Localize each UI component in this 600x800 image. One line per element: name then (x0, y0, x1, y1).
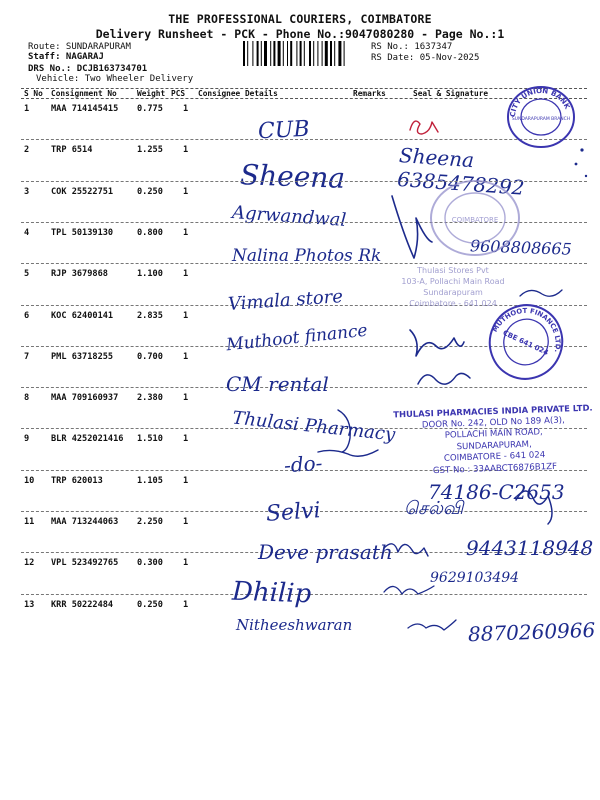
row-pcs: 1 (183, 434, 189, 445)
row-sno: 6 (24, 310, 30, 321)
faded-stamp-line: Thulasi Stores Pvt (417, 266, 489, 275)
row-pcs: 1 (183, 310, 189, 321)
col-consignee: Consignee Details (198, 89, 278, 98)
row-weight: 0.250 (137, 186, 163, 197)
cub-seal-inner-text: SUNDARAPURAM BRANCH (511, 117, 571, 122)
row-pcs: 1 (183, 104, 189, 114)
row-consignee-handwriting: Sheena (239, 158, 346, 195)
staff-label: Staff: NAGARAJ (28, 52, 104, 62)
thulasi-stamp-line: SUNDARAPURAM, (456, 439, 532, 452)
row9-strike (318, 450, 378, 456)
row-sno: 1 (24, 104, 30, 114)
row-consignee-handwriting: CM rental (226, 372, 329, 396)
row-consignee-handwriting: Thulasi Pharmacy (231, 407, 397, 446)
row-weight: 0.300 (137, 558, 163, 569)
row-weight: 0.800 (137, 227, 163, 238)
row-sno: 7 (24, 351, 30, 362)
row5-signature (520, 290, 562, 296)
rs-number: RS No.: 1637347 (371, 42, 453, 52)
row14-signature (408, 620, 456, 630)
thulasi-stamp-name: THULASI PHARMACIES INDIA PRIVATE LTD. (393, 402, 593, 420)
route-label: Route: SUNDARAPURAM (28, 42, 131, 52)
row-weight: 1.255 (137, 145, 163, 156)
row-signature-handwriting: 9629103494 (430, 570, 520, 586)
faded-stamp-line: Coimbatore - 641 024 (409, 299, 497, 308)
row-consignment-no: MAA 713244063 (51, 517, 119, 527)
row-consignee-handwriting: -do- (283, 450, 324, 478)
row-consignee-handwriting: Muthoot finance (225, 320, 369, 356)
row-pcs: 1 (183, 558, 189, 569)
row8-signature (418, 373, 470, 384)
row-sno: 5 (24, 269, 30, 280)
cub-seal-ring-text: CITY UNION BANK (508, 86, 572, 118)
row-consignment-no: VPL 523492765 (51, 558, 119, 569)
thulasi-stamp-line: POLLACHI MAIN ROAD, (444, 427, 543, 441)
col-pcs: PCS (171, 89, 186, 98)
row-sno: 8 (24, 393, 30, 404)
vehicle-label: Vehicle: Two Wheeler Delivery (36, 74, 194, 84)
row-pcs: 1 (183, 227, 189, 238)
row-pcs: 1 (183, 351, 189, 362)
row-consignment-no: COK 25522751 (51, 186, 114, 197)
row-signature-handwriting: 9608808665 (469, 236, 573, 259)
row-consignment-no: TPL 50139130 (51, 227, 114, 238)
thulasi-stamp-gst: GST No : 33AABCT6876B1ZF (432, 461, 558, 476)
row-weight: 0.700 (137, 351, 163, 362)
row-pcs: 1 (183, 475, 189, 486)
row-signature-handwriting: 74186-C2653 (428, 480, 565, 504)
row-consignee-handwriting: Selvi (265, 498, 322, 527)
row-weight: 1.105 (137, 475, 163, 486)
row-consignment-no: TRP 6514 (51, 145, 93, 156)
row-signature-handwriting: Sheena 6385478292 (396, 143, 526, 200)
row-sno: 12 (24, 558, 35, 569)
row12-signature (384, 544, 428, 556)
row-consignee-handwriting: Deve prasath (258, 540, 393, 564)
row-consignment-no: PML 63718255 (51, 351, 114, 362)
rs-date: RS Date: 05-Nov-2025 (371, 53, 480, 63)
row-sno: 3 (24, 186, 30, 197)
row7-signature (410, 330, 464, 356)
row13-signature (384, 586, 434, 594)
row-weight: 0.775 (137, 104, 163, 114)
col-weight: Weight (137, 89, 166, 98)
row-weight: 2.835 (137, 310, 163, 321)
row1-red-signature (410, 121, 438, 134)
col-seal: Seal & Signature (413, 89, 489, 98)
muthoot-seal-ring-text: MUTHOOT FINANCE LTD. (490, 306, 562, 354)
row-sno: 11 (24, 517, 35, 527)
drs-number: DRS No.: DCJB163734701 (28, 64, 148, 74)
row-pcs: 1 (183, 393, 189, 404)
row-weight: 1.100 (137, 269, 163, 280)
row-signature-handwriting: 8870260966 (467, 617, 596, 647)
row-signature-handwriting: 9443118948 (466, 536, 594, 560)
row10-signature (516, 491, 552, 524)
row-consignee-handwriting: CUB (257, 116, 311, 145)
row-consignment-no: RJP 3679868 (51, 269, 108, 280)
runsheet-subtitle: Delivery Runsheet - PCK - Phone No.:9047080280 - Page No.:1 (95, 27, 505, 41)
row-consignee-handwriting: Dhilip (231, 576, 312, 610)
muthoot-seal-inner-text: CBE 641 024 (501, 328, 550, 357)
faded-stamp-line: Sundarapuram (423, 288, 483, 297)
row-sno: 4 (24, 227, 30, 238)
thulasi-stamp-line: DOOR No. 242, OLD No 189 A(3), (421, 415, 565, 431)
row-consignee-handwriting: Vimala store (227, 286, 344, 315)
row-weight: 0.250 (137, 599, 163, 610)
row-pcs: 1 (183, 269, 189, 280)
company-title: THE PROFESSIONAL COURIERS, COIMBATORE (168, 12, 432, 26)
row-consignment-no: TRP 620013 (51, 475, 103, 486)
row-pcs: 1 (183, 599, 189, 610)
row-signature-handwriting: செல்வி (404, 498, 464, 519)
row-consignment-no: MAA 714145415 (51, 104, 119, 114)
row-weight: 2.380 (137, 393, 163, 404)
row-sno: 9 (24, 434, 30, 445)
row-sno: 2 (24, 145, 30, 156)
row3-signature (392, 196, 432, 258)
row-weight: 1.510 (137, 434, 163, 445)
row-consignment-no: KOC 62400141 (51, 310, 114, 321)
row-consignment-no: BLR 4252021416 (51, 434, 124, 445)
row-sno: 13 (24, 599, 35, 610)
row-pcs: 1 (183, 517, 189, 527)
faded-round-seal-text: COIMBATORE (451, 216, 499, 224)
faded-stamp-line: 103-A, Pollachi Main Road (401, 277, 505, 286)
row-consignment-no: MAA 709160937 (51, 393, 119, 404)
row-pcs: 1 (183, 145, 189, 156)
row-consignment-no: KRR 50222484 (51, 599, 114, 610)
row-weight: 2.250 (137, 517, 163, 527)
row-consignee-handwriting: Agrwandwal (231, 202, 347, 231)
thulasi-stamp-line: COIMBATORE - 641 024 (443, 450, 546, 464)
col-consignment: Consignment No (51, 89, 117, 98)
row9-bracket (338, 410, 350, 452)
col-remarks: Remarks (353, 89, 386, 98)
row-pcs: 1 (183, 186, 189, 197)
row-sno: 10 (24, 475, 35, 486)
row-consignee-handwriting: Nalina Photos Rk (232, 246, 382, 266)
row-consignee-handwriting: Nitheeshwaran (236, 616, 353, 634)
col-sno: S No (24, 89, 43, 98)
